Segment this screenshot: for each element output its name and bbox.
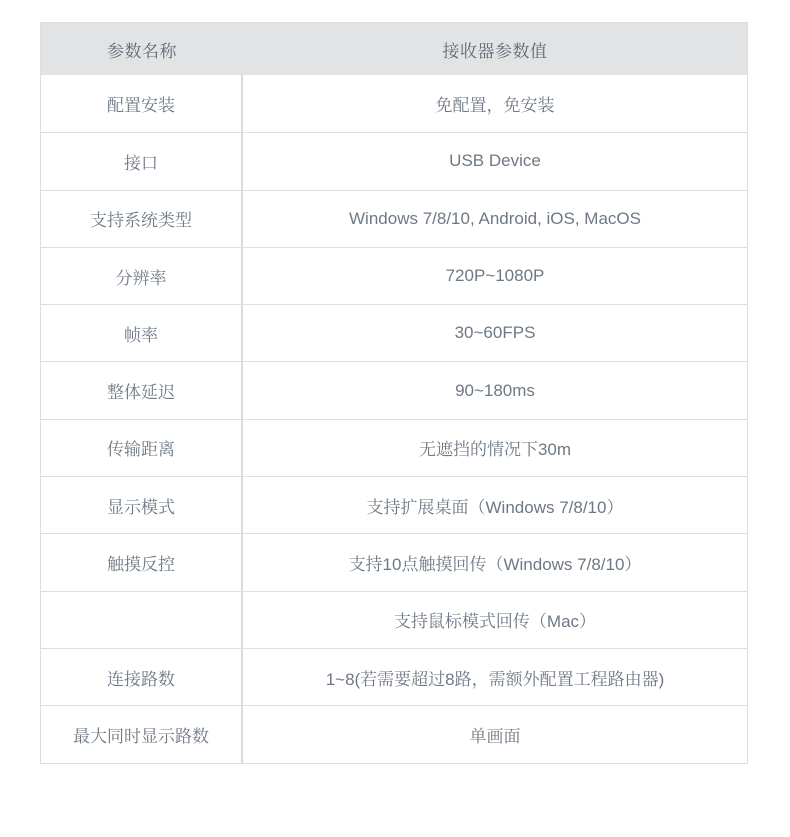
table-row: [41, 132, 747, 189]
table-row: [41, 419, 747, 476]
parameter-name-cell: 显示模式: [41, 477, 243, 533]
table-row: [41, 476, 747, 533]
parameter-value-cell: Windows 7/8/10, Android, iOS, MacOS: [349, 208, 641, 228]
parameter-value-cell: 30~60FPS: [454, 323, 536, 343]
table-header-row: [41, 23, 747, 75]
parameter-value-cell: 1~8(若需要超过8路，需额外配置工程路由器): [325, 669, 665, 689]
parameter-name-cell: 分辨率: [41, 248, 243, 304]
parameter-value-cell: 支持鼠标模式回传（Mac）: [393, 612, 597, 632]
parameter-name-cell: 配置安装: [41, 75, 243, 132]
table-row: [41, 247, 747, 304]
parameter-value-cell: USB Device: [449, 151, 541, 171]
parameter-value-cell: 无遮挡的情况下30m: [418, 440, 572, 460]
column-header-parameter-name: 参数名称: [107, 41, 177, 61]
parameter-value-cell: 免配置，免安装: [435, 96, 555, 116]
table-row: [41, 75, 747, 132]
parameter-name-cell: 支持系统类型: [41, 191, 243, 247]
parameter-value-cell: 支持扩展桌面（Windows 7/8/10）: [366, 497, 624, 517]
parameter-name-cell: 整体延迟: [41, 362, 243, 418]
parameter-name-cell: 触摸反控: [41, 534, 243, 590]
column-header-receiver-value: 接收器参数值: [442, 41, 548, 61]
parameter-name-cell: [41, 592, 243, 648]
table-row: [41, 304, 747, 361]
table-body: [41, 75, 747, 763]
table-row: [41, 533, 747, 590]
receiver-spec-table: [40, 22, 748, 764]
parameter-value-cell: 支持10点触摸回传（Windows 7/8/10）: [348, 555, 642, 575]
parameter-name-cell: 传输距离: [41, 420, 243, 476]
parameter-name-cell: 最大同时显示路数: [41, 706, 243, 762]
table-row: [41, 705, 747, 762]
parameter-name-cell: 帧率: [41, 305, 243, 361]
parameter-value-cell: 单画面: [469, 726, 521, 746]
parameter-value-cell: 720P~1080P: [445, 266, 545, 286]
table-row: [41, 361, 747, 418]
table-row: [41, 648, 747, 705]
table-row: [41, 190, 747, 247]
table-row: [41, 591, 747, 648]
parameter-value-cell: 90~180ms: [455, 380, 535, 400]
parameter-name-cell: 连接路数: [41, 649, 243, 705]
parameter-name-cell: 接口: [41, 133, 243, 189]
